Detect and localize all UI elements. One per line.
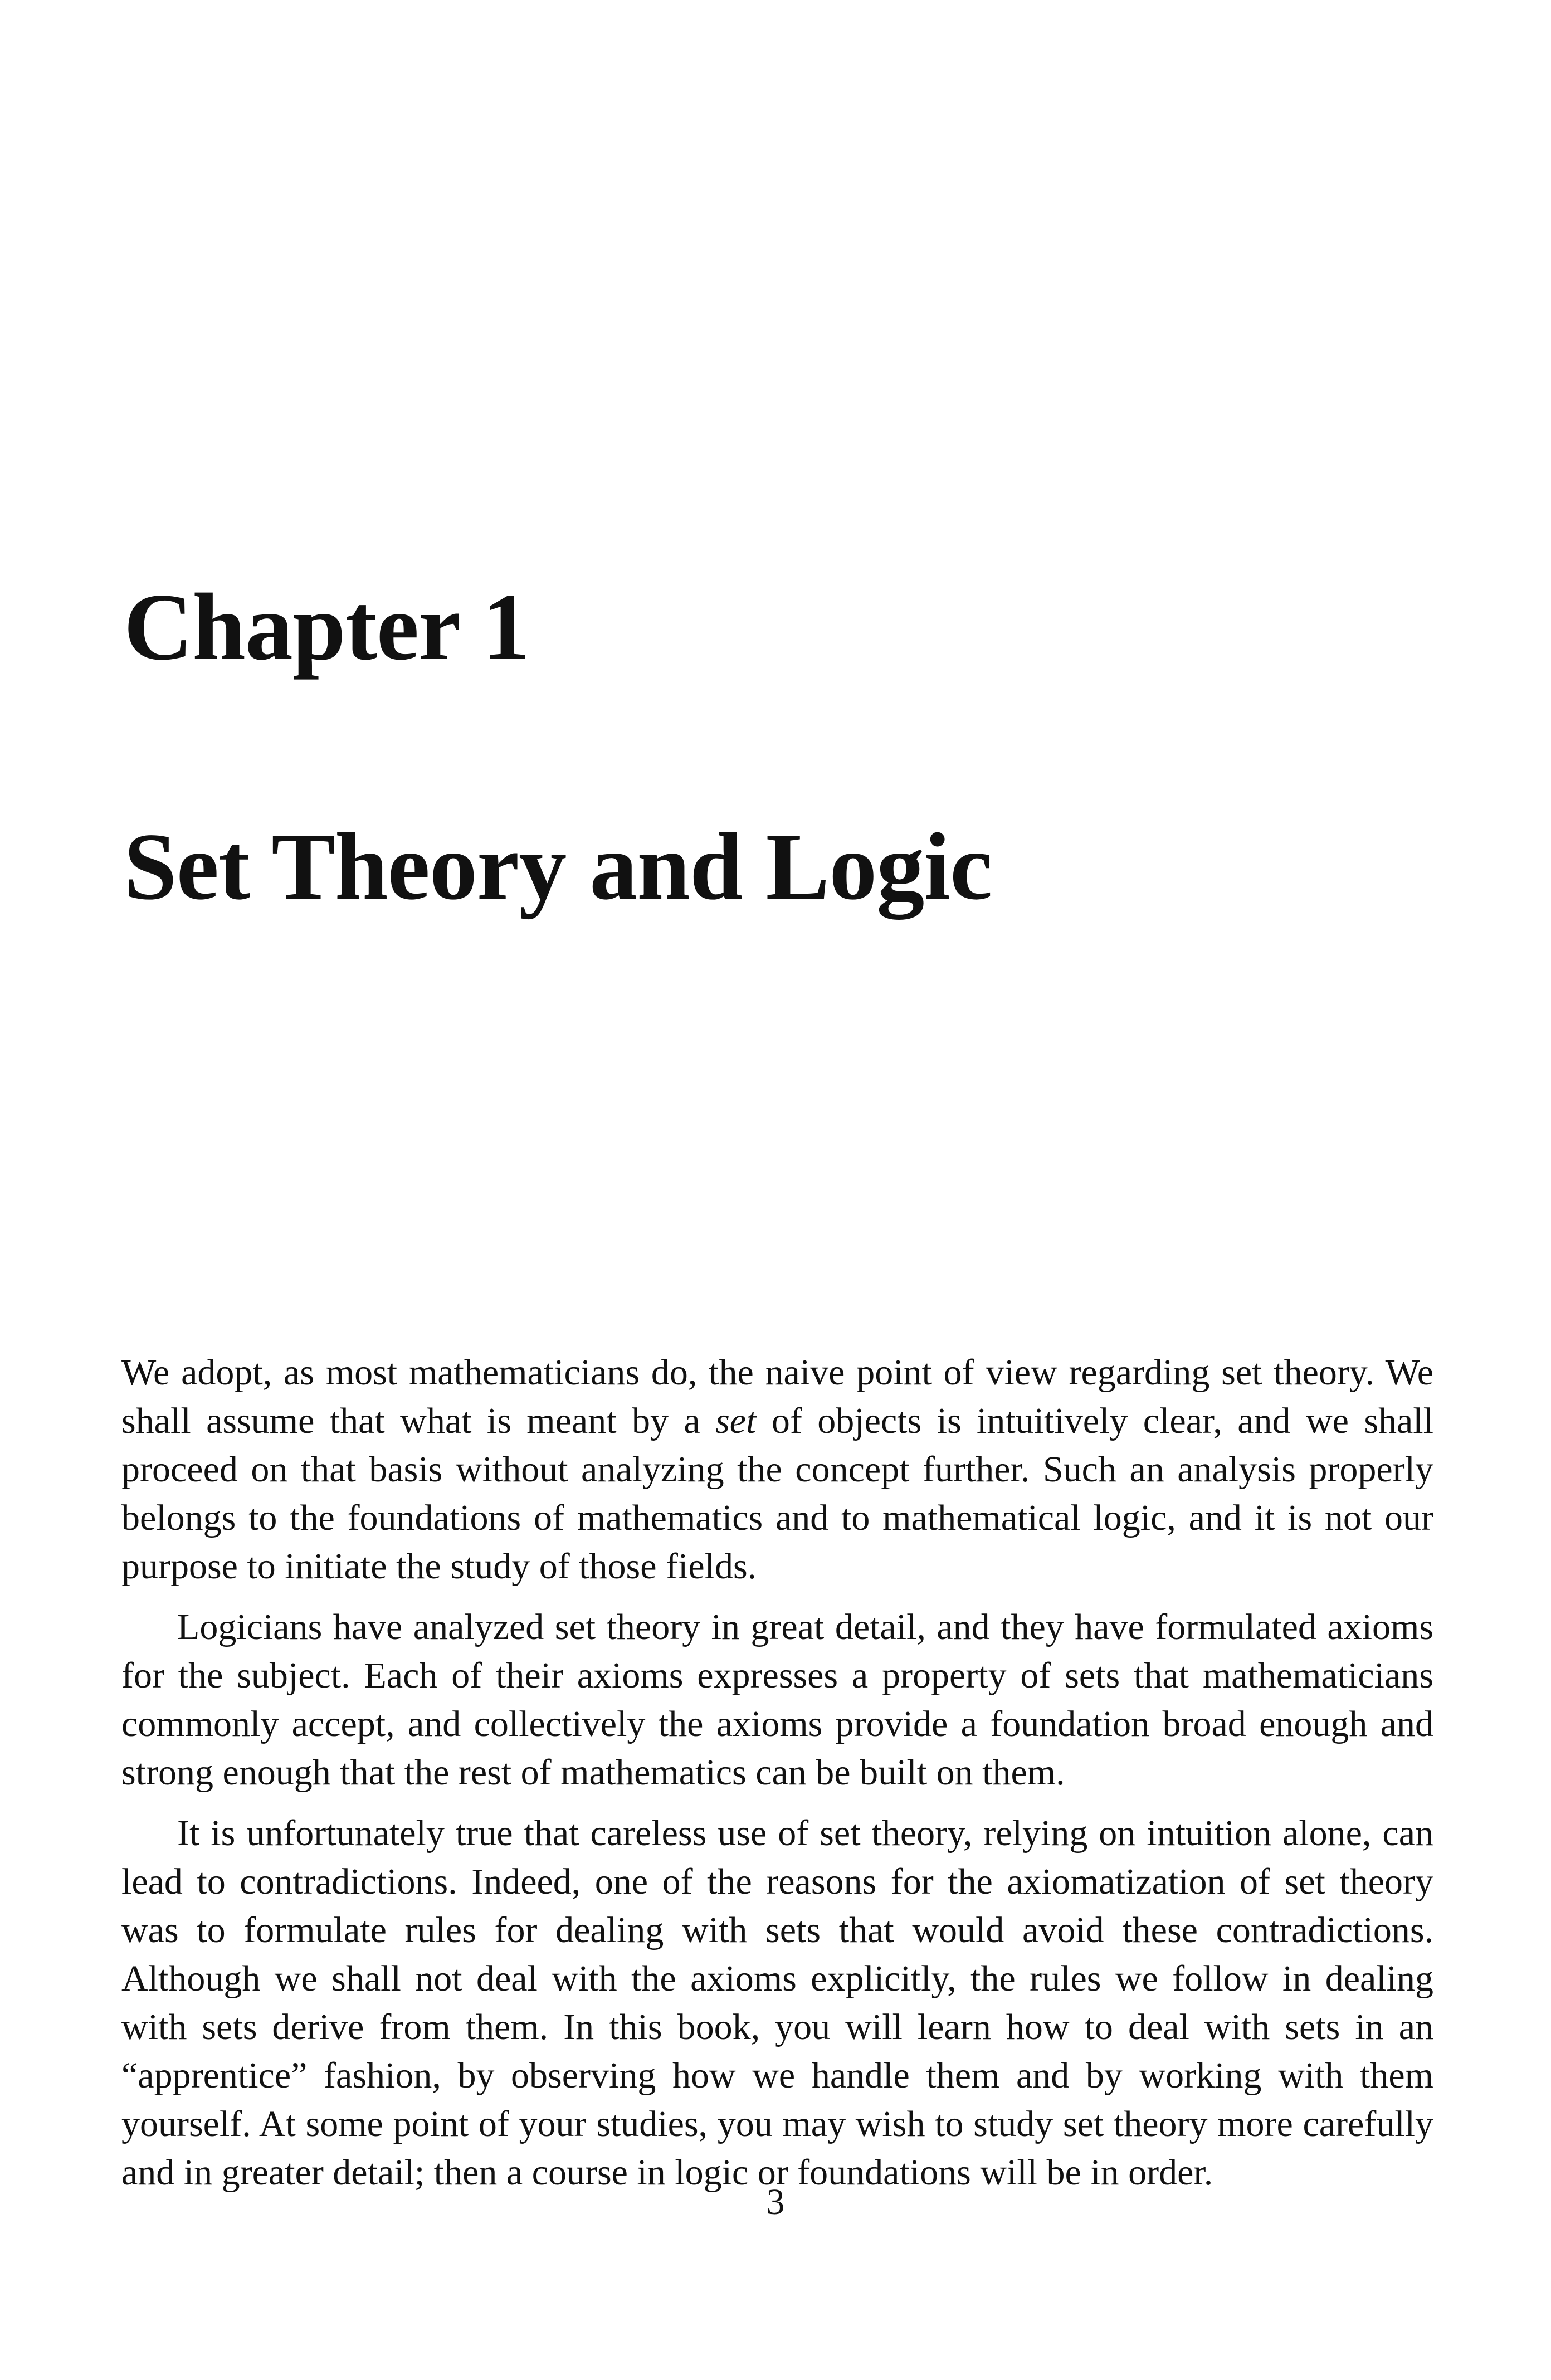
chapter-body bbox=[121, 1348, 1433, 2209]
page-number: 3 bbox=[766, 2182, 785, 2222]
paragraph-3: It is unfortunately true that careless use of set theory, relying on intuition alone, can lead to contradictions. Indeed, one of the reasons for the axiomatization of set theory was to formulate rules for dealing with sets that would avoid these contradictions. Although we shall not deal with the axioms explicitly, the rules we follow in dealing with sets derive from them. In this book, you will learn how to deal with sets in an “apprentice” fashion, by observing how we handle them and by working with them yourself. At some point of your studies, you may wish to study set theory more carefully and in greater detail; then a course in logic or foundations will be in order. bbox=[121, 1813, 1433, 2193]
paragraph-1 bbox=[121, 1348, 1433, 1591]
chapter-title: Set Theory and Logic bbox=[124, 814, 992, 920]
paragraph-1-text-after: of objects is intuitively clear, and we shall proceed on that basis without analyzing the concept further. Such an analysis properly belongs to the foundations of mathematics and to mathematical logic, and it is not our purpose to initiate the study of those fields. bbox=[121, 1401, 1433, 1587]
paragraph-2: Logicians have analyzed set theory in great detail, and they have formulated axioms for the subject. Each of their axioms expresses a property of sets that mathematicians commonly accept, and collectively the axioms provide a foundation broad enough and strong enough that the rest of mathematics can be built on them. bbox=[121, 1607, 1433, 1793]
paragraph-1-text-before: We adopt, as most mathematicians do, the naive point of view regarding set theory. We shall assume that what is meant by a bbox=[121, 1352, 1433, 1441]
paragraph-1-emphasis: set bbox=[715, 1401, 757, 1441]
chapter-label: Chapter 1 bbox=[124, 574, 530, 680]
